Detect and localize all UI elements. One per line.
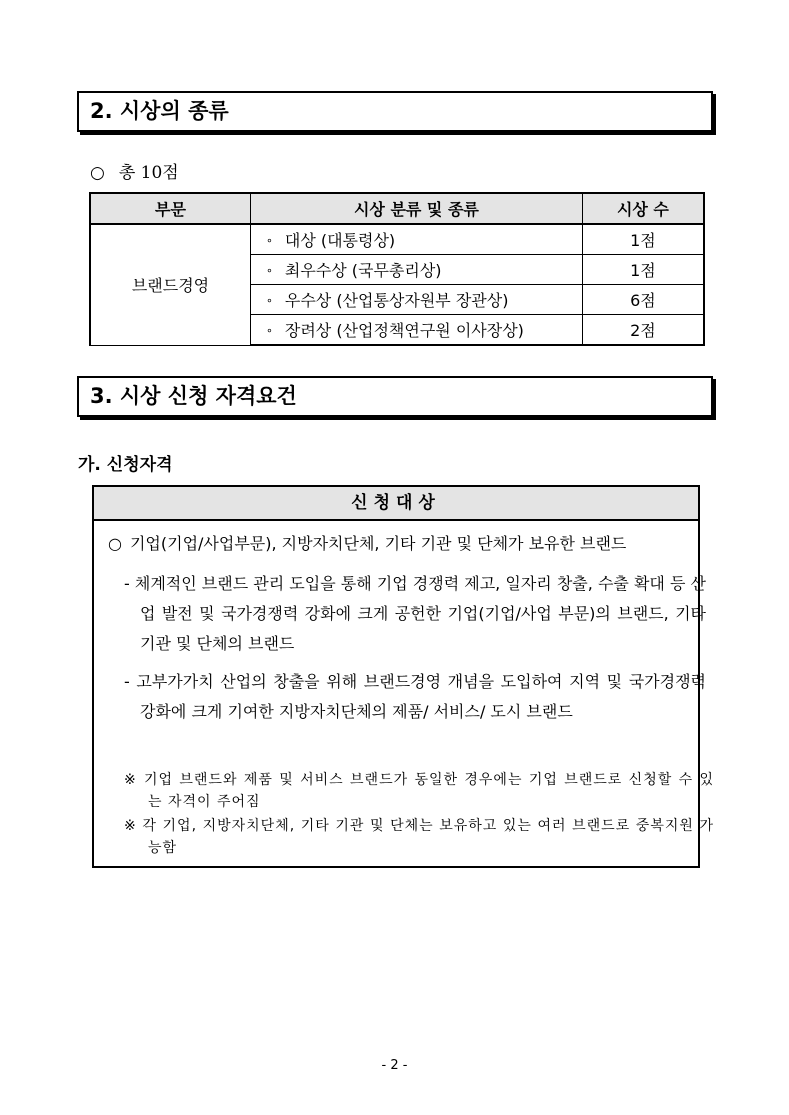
award-count-cell: 2점 — [582, 315, 704, 346]
award-count-cell: 1점 — [582, 224, 704, 255]
eligibility-box-title: 신청대상 — [94, 487, 698, 521]
award-name-cell — [250, 285, 582, 315]
award-name: 우수상 (산업통상자원부 장관상) — [284, 291, 509, 310]
award-count-cell: 1점 — [582, 255, 704, 285]
award-name-cell — [250, 224, 582, 255]
eligibility-main-text: 기업(기업/사업부문), 지방자치단체, 기타 기관 및 단체가 보유한 브랜드 — [129, 534, 627, 553]
small-circle-bullet-icon: ∘ — [265, 294, 273, 307]
small-circle-bullet-icon: ∘ — [265, 234, 273, 247]
award-table-header-row — [90, 193, 704, 224]
small-circle-bullet-icon: ∘ — [265, 324, 273, 337]
section-2-title: 2. 시상의 종류 — [77, 91, 713, 132]
award-table — [89, 192, 705, 346]
award-name: 장려상 (산업정책연구원 이사장상) — [284, 321, 524, 340]
eligibility-main-item — [108, 531, 626, 554]
header-category: 부문 — [90, 193, 250, 224]
circle-bullet-icon: ○ — [108, 534, 122, 553]
small-circle-bullet-icon: ∘ — [265, 264, 273, 277]
header-award-count: 시상 수 — [582, 193, 704, 224]
eligibility-item-local-gov: - 고부가가치 산업의 창출을 위해 브랜드경영 개념을 도입하여 지역 및 국가경쟁력 강화에 크게 기여한 지방자치단체의 제품/ 서비스/ 도시 브랜드 — [124, 672, 706, 721]
award-name-cell — [250, 315, 582, 346]
total-awards-line — [90, 158, 179, 183]
award-count-cell: 6점 — [582, 285, 704, 315]
table-row — [90, 224, 704, 255]
circle-bullet-icon: ○ — [90, 163, 105, 183]
award-name: 최우수상 (국무총리상) — [284, 261, 442, 280]
header-award-type: 시상 분류 및 종류 — [250, 193, 582, 224]
total-awards-text: 총 10점 — [118, 163, 179, 183]
category-cell: 브랜드경영 — [90, 224, 250, 345]
eligibility-box — [92, 485, 714, 868]
award-name-cell — [250, 255, 582, 285]
page-number: - 2 - — [381, 1058, 408, 1073]
section-3-title: 3. 시상 신청 자격요건 — [77, 376, 713, 417]
eligibility-note: ※ 기업 브랜드와 제품 및 서비스 브랜드가 동일한 경우에는 기업 브랜드로 신청할 수 있는 자격이 주어짐 — [124, 772, 714, 810]
eligibility-note: ※ 각 기업, 지방자치단체, 기타 기관 및 단체는 보유하고 있는 여러 브랜드로 중복지원 가능함 — [124, 818, 714, 856]
eligibility-item-company: - 체계적인 브랜드 관리 도입을 통해 기업 경쟁력 제고, 일자리 창출, 수출 확대 등 산업 발전 및 국가경쟁력 강화에 크게 공헌한 기업(기업/사업 부문)의 브랜드, 기타 기관 및 단체의 브랜드 — [124, 574, 706, 653]
award-name: 대상 (대통령상) — [284, 231, 396, 250]
subsection-title: 가. 신청자격 — [78, 455, 173, 475]
